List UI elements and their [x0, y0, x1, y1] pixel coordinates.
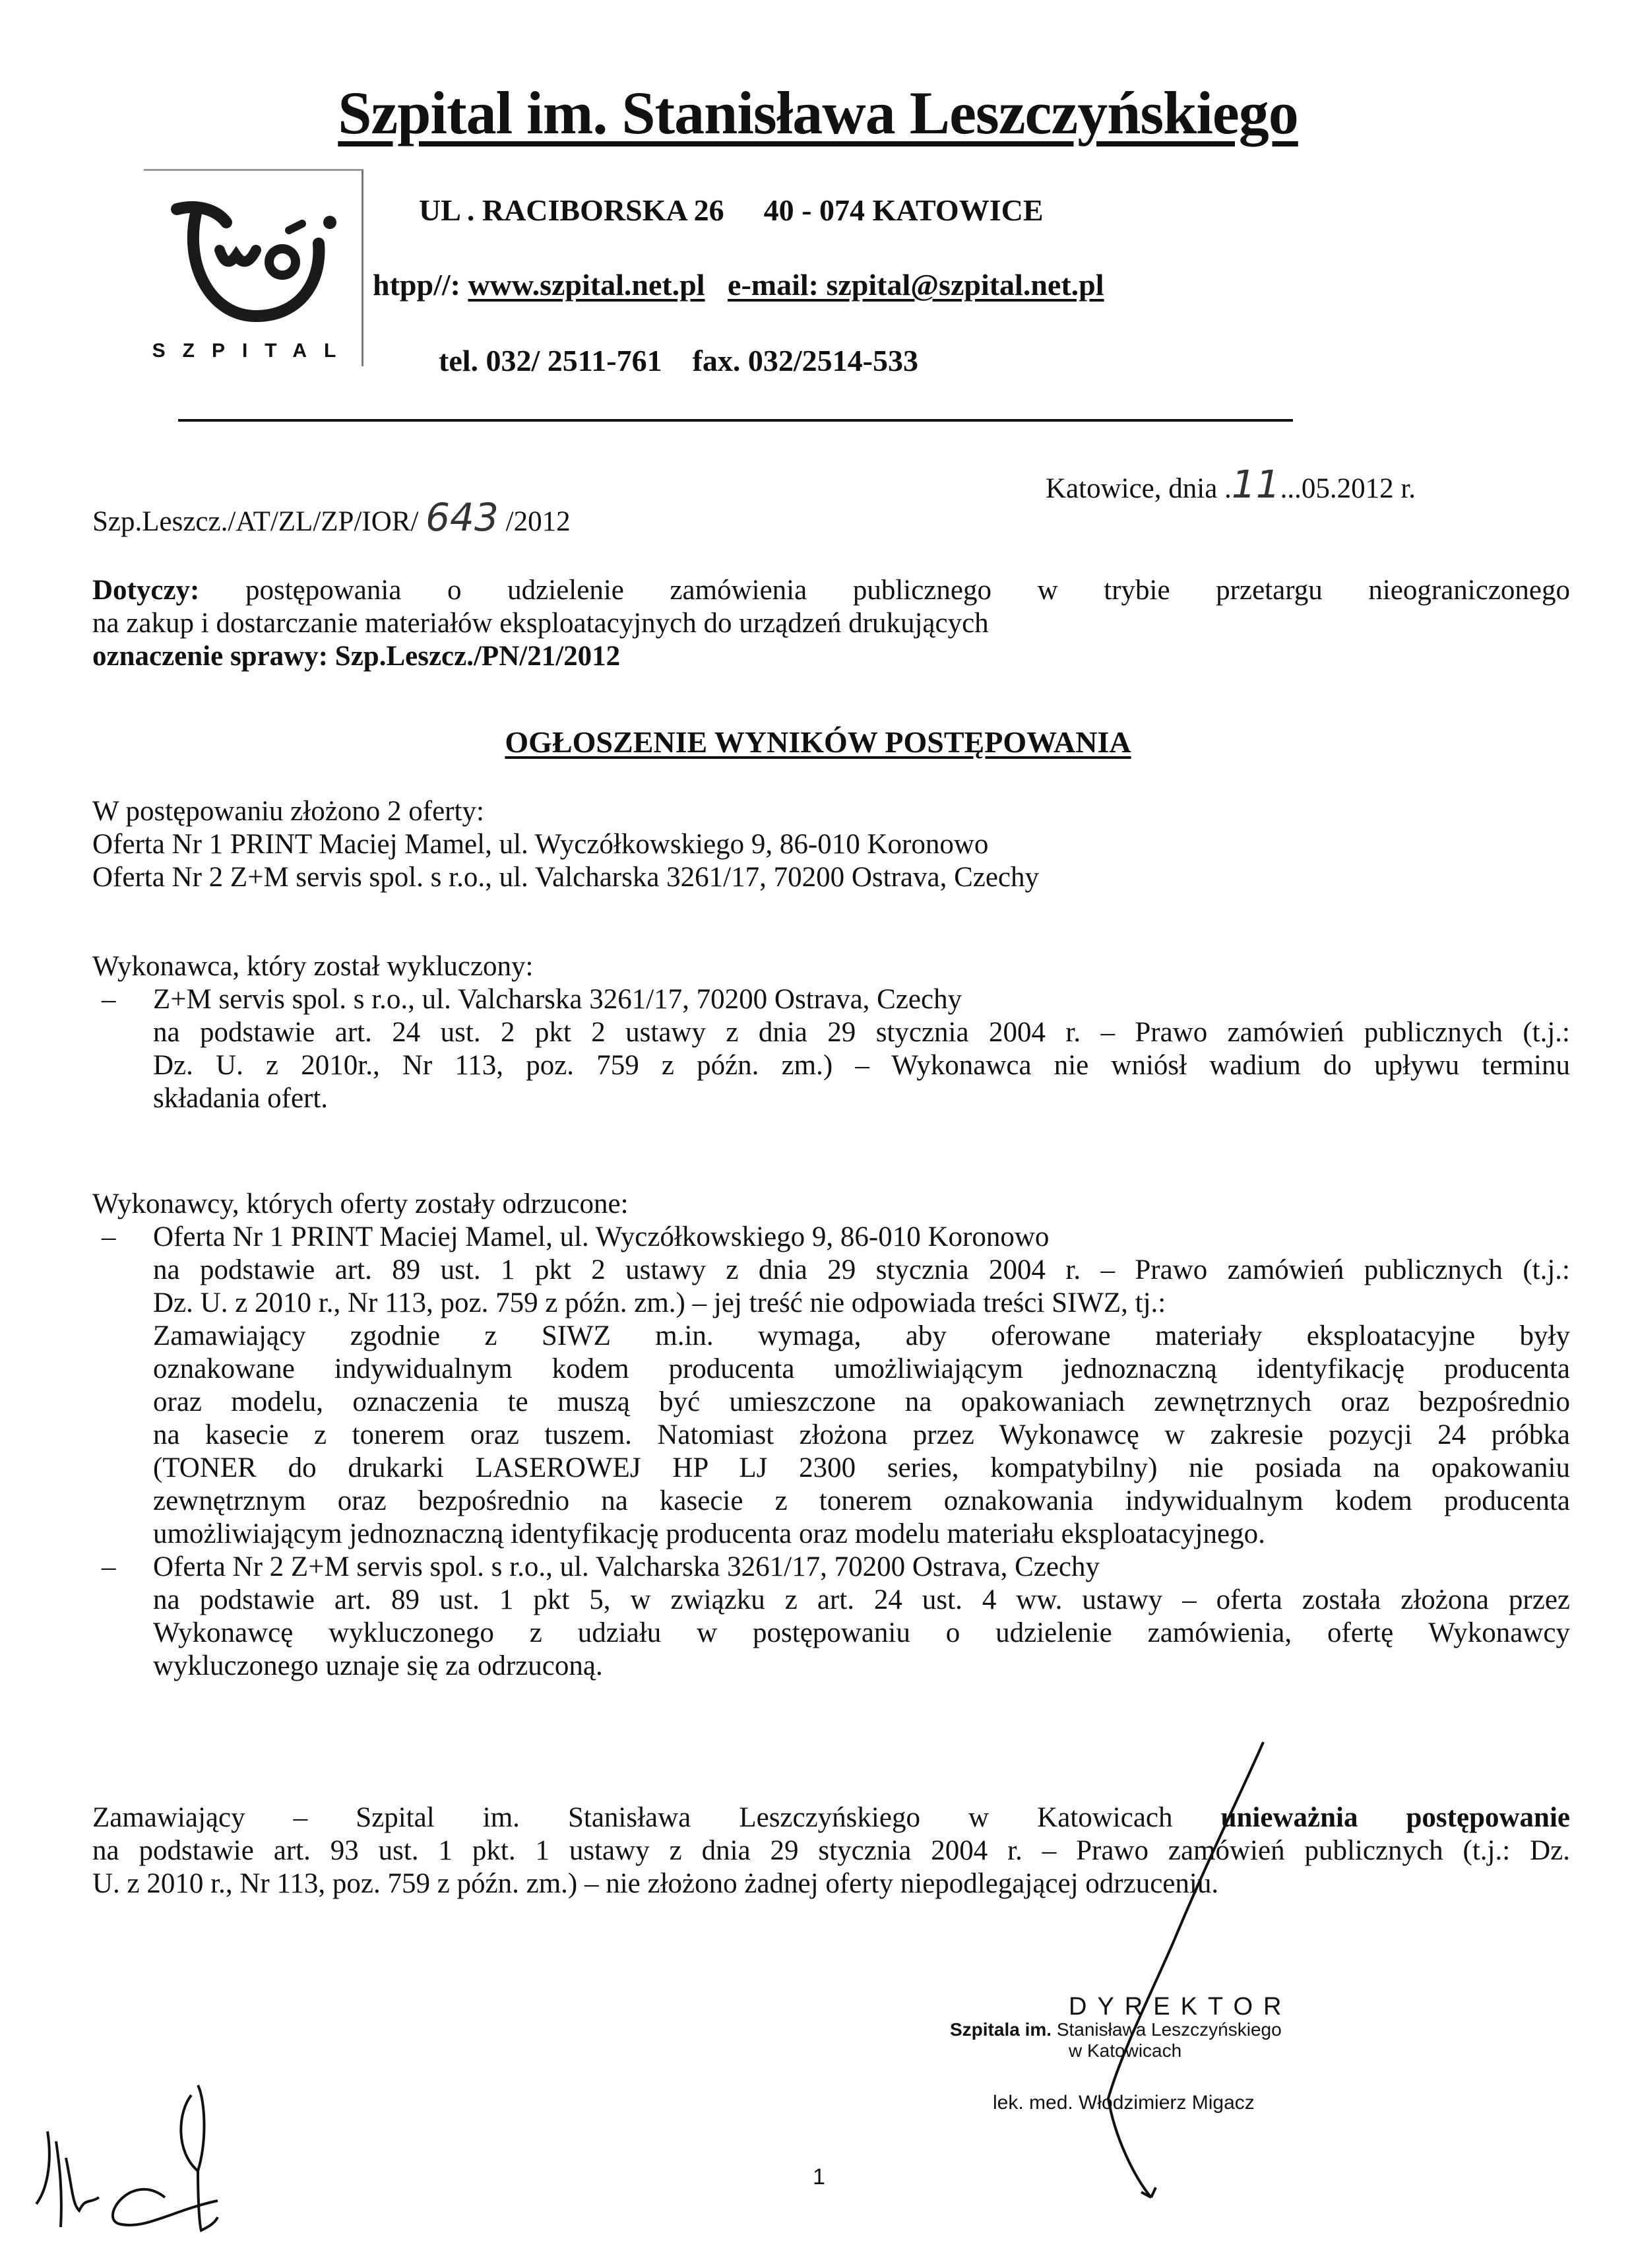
phone-number: tel. 032/ 2511-761	[439, 344, 662, 377]
rejected-reason-line: na kasecie z tonerem oraz tuszem. Natomiast złożona przez Wykonawcę w zakresie pozycji 24 próbka	[153, 1419, 1570, 1450]
rejected-company: Oferta Nr 1 PRINT Maciej Mamel, ul. Wyczółkowskiego 9, 86-010 Koronowo	[153, 1221, 1050, 1252]
hospital-name: Szpital im. Stanisława Leszczyńskiego	[338, 79, 1298, 146]
stamp-line-1-rest: Stanisława Leszczyńskiego	[1052, 2019, 1282, 2040]
list-dash: –	[102, 1221, 116, 1252]
subject-label: Dotyczy:	[92, 575, 200, 606]
rejected-reason-line: oraz modelu, oznaczenia te muszą być umieszczone na opakowaniach zewnętrznych oraz bezpośrednio	[153, 1386, 1570, 1417]
rejected-intro: Wykonawcy, których oferty zostały odrzucone:	[92, 1188, 629, 1219]
email-label: e-mail:	[728, 268, 819, 302]
offers-section	[92, 795, 1570, 894]
rejected-reason-line: Wykonawcę wykluczonego z udziału w postępowaniu o udzielenie zamówienia, ofertę Wykonawcy	[153, 1617, 1570, 1648]
rejected-reason-line: umożliwiającym jednoznaczną identyfikację producenta oraz modelu materiału eksploatacyjnego.	[153, 1518, 1265, 1549]
list-dash: –	[102, 984, 116, 1015]
excluded-company: Z+M servis spol. s r.o., ul. Valcharska 3261/17, 70200 Ostrava, Czechy	[153, 984, 962, 1015]
ref-prefix: Szp.Leszcz./AT/ZL/ZP/IOR/	[92, 506, 419, 537]
phone-line	[439, 343, 918, 378]
fax-number: fax. 032/2514-533	[692, 344, 918, 377]
rejected-reason-line: na podstawie art. 89 ust. 1 pkt 5, w związku z art. 24 ust. 4 ww. ustawy – oferta została złożona przez	[153, 1584, 1570, 1615]
announcement-heading	[0, 725, 1636, 760]
conclusion-decision: unieważnia postępowanie	[1220, 1802, 1570, 1833]
subject-line-2: na zakup i dostarczanie materiałów eksploatacyjnych do urządzeń drukujących	[92, 608, 989, 639]
stamp-line-1-bold: Szpitala im.	[950, 2019, 1052, 2040]
rejected-section	[92, 1188, 1570, 1683]
stamp-signatory: lek. med. Włodzimierz Migacz	[993, 2092, 1255, 2114]
stamp-line-1	[950, 2019, 1282, 2040]
hospital-logo	[144, 169, 363, 366]
conclusion-text: Zamawiający – Szpital im. Stanisława Leszczyńskiego w Katowicach	[92, 1802, 1221, 1833]
rejected-company: Oferta Nr 2 Z+M servis spol. s r.o., ul. Valcharska 3261/17, 70200 Ostrava, Czechy	[153, 1551, 1100, 1582]
address-city: 40 - 074 KATOWICE	[763, 193, 1044, 227]
document-date	[1046, 462, 1416, 507]
rejected-item	[92, 1221, 1570, 1551]
smile-logo-icon	[157, 184, 348, 336]
rejected-reason-line: oznakowane indywidualnym kodem producenta umożliwiającym jednoznaczną identyfikację producenta	[153, 1353, 1570, 1384]
rejected-reason-line: zewnętrznym oraz bezpośrednio na kasecie z tonerem oznakowania indywidualnym kodem producenta	[153, 1485, 1570, 1516]
list-dash: –	[102, 1551, 116, 1582]
handwritten-ref-number: 643	[425, 495, 499, 540]
ref-suffix: /2012	[505, 506, 571, 537]
excluded-reason-line: Dz. U. z 2010r., Nr 113, poz. 759 z późn. zm.) – Wykonawca nie wniósł wadium do upływu terminu	[153, 1050, 1570, 1081]
subject-block	[92, 574, 1570, 673]
web-prefix: htpp//:	[373, 268, 460, 302]
logo-text: SZPITAL	[152, 340, 354, 362]
conclusion-section	[92, 1801, 1570, 1900]
initials-signature-icon	[36, 2085, 218, 2230]
conclusion-line-1	[92, 1801, 1570, 1834]
rejected-reason-line: Dz. U. z 2010 r., Nr 113, poz. 759 z późn. zm.) – jej treść nie odpowiada treści SIWZ, tj.:	[153, 1287, 1166, 1318]
stamp-line-2: w Katowicach	[1069, 2040, 1182, 2061]
rejected-reason-line: Zamawiający zgodnie z SIWZ m.in. wymaga, aby oferowane materiały eksploatacyjne były	[153, 1320, 1570, 1351]
header-divider	[178, 419, 1293, 422]
address-line	[419, 193, 1044, 228]
date-prefix: Katowice, dnia .	[1046, 473, 1232, 504]
excluded-reason-line: na podstawie art. 24 ust. 2 pkt 2 ustawy z dnia 29 stycznia 2004 r. – Prawo zamówień publicznych (t.j.:	[153, 1017, 1570, 1048]
hospital-title	[0, 78, 1636, 148]
subject-text-1: postępowania o udzielenie zamówienia publicznego w trybie przetargu nieograniczonego	[199, 575, 1570, 606]
website-link[interactable]: www.szpital.net.pl	[468, 268, 705, 302]
rejected-reason-line: na podstawie art. 89 ust. 1 pkt 2 ustawy z dnia 29 stycznia 2004 r. – Prawo zamówień publicznych (t.j.:	[153, 1254, 1570, 1285]
excluded-reason-line: składania ofert.	[153, 1083, 329, 1114]
rejected-reason-line: wykluczonego uznaje się za odrzuconą.	[153, 1650, 603, 1681]
stamp-title: DYREKTOR	[1069, 1993, 1292, 2021]
offer-item: Oferta Nr 2 Z+M servis spol. s r.o., ul. Valcharska 3261/17, 70200 Ostrava, Czechy	[92, 862, 1040, 893]
reference-number	[92, 495, 571, 540]
handwritten-day: 11	[1231, 462, 1280, 507]
offer-item: Oferta Nr 1 PRINT Maciej Mamel, ul. Wyczółkowskiego 9, 86-010 Koronowo	[92, 829, 989, 860]
address-street: UL . RACIBORSKA 26	[419, 193, 724, 227]
heading-text: OGŁOSZENIE WYNIKÓW POSTĘPOWANIA	[505, 725, 1131, 759]
excluded-item	[92, 983, 1570, 1115]
date-suffix: ...05.2012 r.	[1280, 473, 1416, 504]
conclusion-line-3: U. z 2010 r., Nr 113, poz. 759 z późn. zm.) – nie złożono żadnej oferty niepodlegającej odrzuceniu.	[92, 1868, 1219, 1899]
subject-line-1	[92, 574, 1570, 607]
excluded-intro: Wykonawca, który został wykluczony:	[92, 951, 534, 982]
excluded-section	[92, 950, 1570, 1115]
web-line	[373, 267, 1104, 302]
case-designation: oznaczenie sprawy: Szp.Leszcz./PN/21/2012	[92, 641, 621, 672]
rejected-item	[92, 1551, 1570, 1683]
rejected-reason-line: (TONER do drukarki LASEROWEJ HP LJ 2300 series, kompatybilny) nie posiada na opakowaniu	[153, 1452, 1570, 1483]
offers-intro: W postępowaniu złożono 2 oferty:	[92, 796, 484, 827]
email-link[interactable]: szpital@szpital.net.pl	[826, 268, 1104, 302]
conclusion-line-2: na podstawie art. 93 ust. 1 pkt. 1 ustawy z dnia 29 stycznia 2004 r. – Prawo zamówień publicznych (t.j.: Dz.	[92, 1835, 1570, 1866]
page-number: 1	[813, 2164, 825, 2189]
